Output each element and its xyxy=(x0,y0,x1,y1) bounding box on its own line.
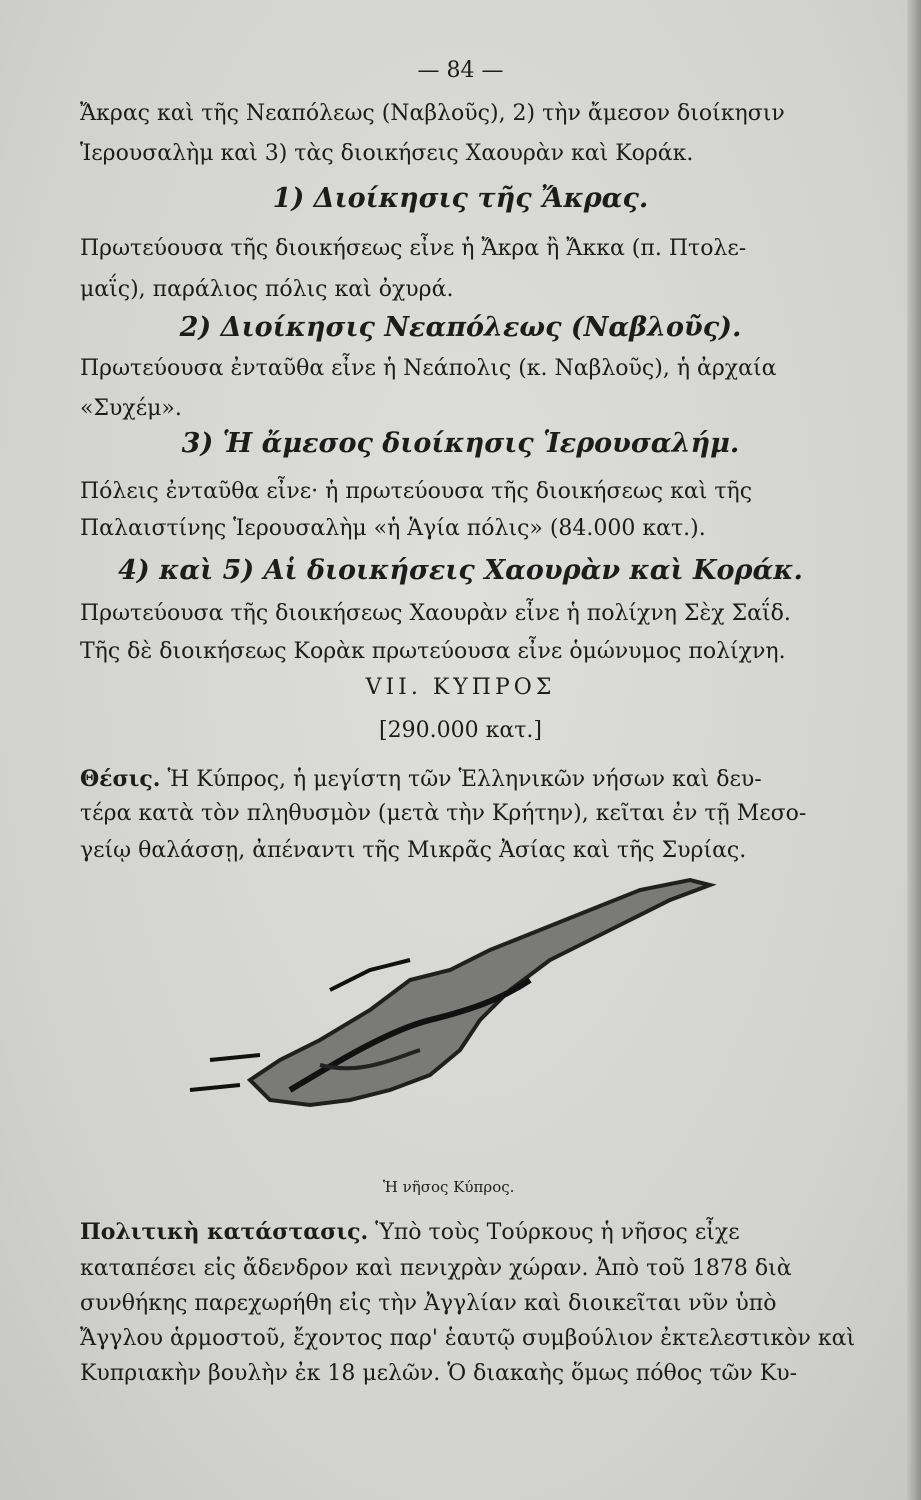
text-line: Πόλεις ἐνταῦθα εἶνε· ἡ πρωτεύουσα τῆς διοικήσεως καὶ τῆς xyxy=(80,479,753,504)
text-line: μαΐς), παράλιος πόλις καὶ ὀχυρά. xyxy=(80,277,454,302)
cyprus-map-illustration xyxy=(170,860,750,1160)
text-line xyxy=(80,1218,880,1247)
text-span: Ὑπὸ τοὺς Τούρκους ἡ νῆσος εἶχε xyxy=(368,1220,740,1245)
text-line: Παλαιστίνης Ἱερουσαλὴμ «ἡ Ἁγία πόλις» (84.000 κατ.). xyxy=(80,516,706,541)
page-edge xyxy=(907,0,921,1500)
text-line: Ἄγγλου ἁρμοστοῦ, ἔχοντος παρ' ἑαυτῷ συμβούλιον ἐκτελεστικὸν καὶ xyxy=(80,1326,856,1351)
text-line: Ἱερουσαλὴμ καὶ 3) τὰς διοικήσεις Χαουρὰν καὶ Κοράκ. xyxy=(80,141,694,166)
section-heading: VII. ΚΥΠΡΟΣ xyxy=(365,675,556,700)
subheading: 3) Ἡ ἄμεσος διοίκησις Ἱερουσαλήμ. xyxy=(181,428,740,459)
text-line: Ἄκρας καὶ τῆς Νεαπόλεως (Ναβλοῦς), 2) τὴν ἄμεσον διοίκησιν xyxy=(80,101,785,126)
subheading: 2) Διοίκησις Νεαπόλεως (Ναβλοῦς). xyxy=(179,312,742,343)
paragraph-lead: Θέσις. xyxy=(80,766,161,792)
text-line: γείῳ θαλάσσῃ, ἀπέναντι τῆς Μικρᾶς Ἀσίας καὶ τῆς Συρίας. xyxy=(80,838,747,863)
population-note: [290.000 κατ.] xyxy=(379,718,542,743)
paragraph-lead: Πολιτικὴ κατάστασις. xyxy=(80,1219,369,1245)
text-line: «Συχέμ». xyxy=(80,396,182,421)
text-line: τέρα κατὰ τὸν πληθυσμὸν (μετὰ τὴν Κρήτην), κεῖται ἐν τῇ Μεσο- xyxy=(80,801,807,826)
text-line: συνθήκης παρεχωρήθη εἰς τὴν Ἀγγλίαν καὶ διοικεῖται νῦν ὑπὸ xyxy=(80,1291,777,1316)
text-line: Κυπριακὴν βουλὴν ἐκ 18 μελῶν. Ὁ διακαὴς ὅμως πόθος τῶν Κυ- xyxy=(80,1361,798,1386)
text-span: Ἡ Κύπρος, ἡ μεγίστη τῶν Ἑλληνικῶν νήσων καὶ δευ- xyxy=(160,767,762,792)
page-number: — 84 — xyxy=(417,58,504,83)
map-caption: Ἡ νῆσος Κύπρος. xyxy=(383,1178,515,1196)
text-line: καταπέσει εἰς ἄδενδρον καὶ πενιχρὰν χώραν. Ἀπὸ τοῦ 1878 διὰ xyxy=(80,1256,792,1281)
text-line: Πρωτεύουσα ἐνταῦθα εἶνε ἡ Νεάπολις (κ. Ναβλοῦς), ἡ ἀρχαία xyxy=(80,356,777,381)
subheading: 1) Διοίκησις τῆς Ἄκρας. xyxy=(272,183,649,214)
text-line: Τῆς δὲ διοικήσεως Κορὰκ πρωτεύουσα εἶνε ὁμώνυμος πολίχνη. xyxy=(80,639,786,664)
text-line: Πρωτεύουσα τῆς διοικήσεως εἶνε ἡ Ἄκρα ἢ Ἄκκα (π. Πτολε- xyxy=(80,236,747,261)
text-line: Πρωτεύουσα τῆς διοικήσεως Χαουρὰν εἶνε ἡ πολίχνη Σὲχ Σαΐδ. xyxy=(80,601,791,626)
subheading: 4) καὶ 5) Αἱ διοικήσεις Χαουρὰν καὶ Κοράκ. xyxy=(118,555,803,586)
text-line xyxy=(80,765,880,794)
